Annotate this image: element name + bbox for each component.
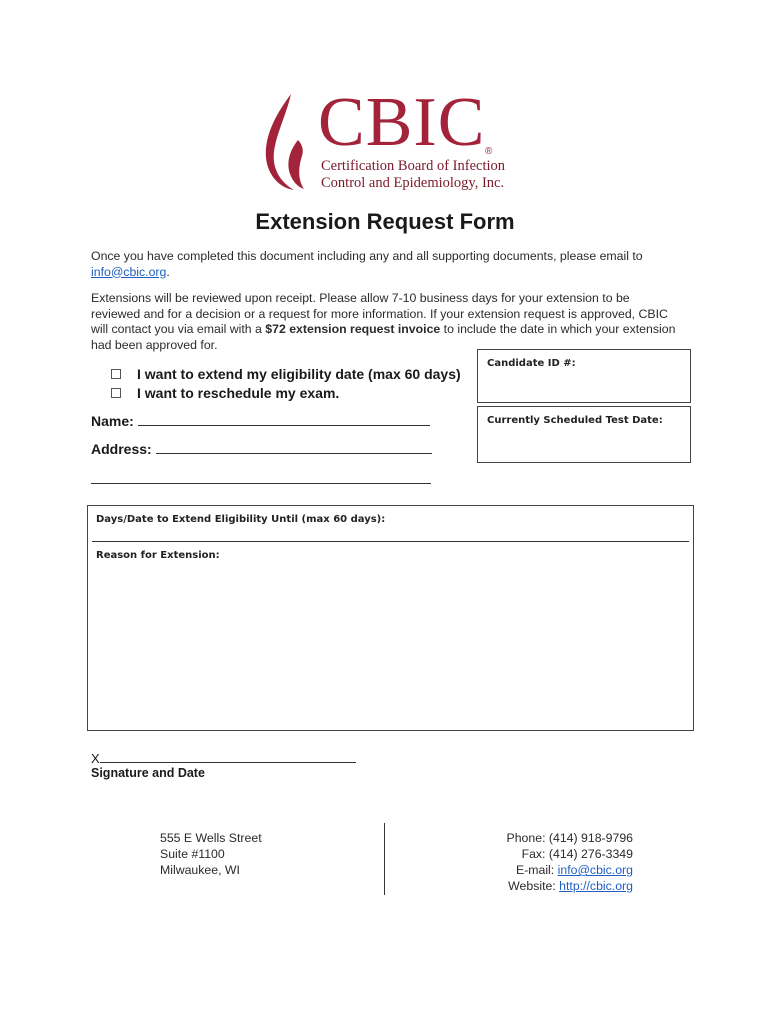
footer-divider: [384, 823, 385, 895]
intro-end: .: [166, 264, 170, 279]
footer-email-label: E-mail:: [515, 863, 558, 877]
form-title: Extension Request Form: [255, 209, 515, 234]
logo-wordmark: CBIC: [318, 84, 486, 161]
signature-label: Signature and Date: [91, 766, 205, 780]
signature-line: [91, 749, 356, 766]
address-label: Address:: [91, 441, 152, 457]
signature-input-line[interactable]: [100, 749, 356, 763]
candidate-id-label: Candidate ID #:: [487, 358, 576, 369]
review-paragraph: [91, 291, 681, 353]
address-field: [91, 441, 432, 457]
review-text-1: Extensions will be reviewed upon receipt. Please allow 7-10 business days for your extension to be reviewed and for a decision or a request for more information. If your extension request is approved, CBIC will contact you via email with a: [91, 291, 668, 337]
cbic-flame-logo-icon: [258, 92, 318, 192]
option-label: I want to reschedule my exam.: [137, 385, 340, 401]
review-text-2: to include the date in which your extension had been approved for.: [91, 322, 676, 352]
review-invoice-bold: $72 extension request invoice: [265, 322, 441, 337]
footer-fax: Fax: (414) 276-3349: [521, 847, 633, 861]
name-label: Name:: [91, 413, 134, 429]
intro-paragraph: [91, 249, 681, 280]
footer-website-row: [440, 878, 633, 894]
reason-label: Reason for Extension:: [96, 550, 220, 561]
extension-details-box: [87, 505, 694, 731]
footer-email-link[interactable]: info@cbic.org: [557, 863, 633, 877]
address-input-line-2[interactable]: [91, 483, 431, 484]
option-reschedule-exam[interactable]: [111, 385, 339, 401]
reschedule-exam-checkbox[interactable]: [111, 388, 121, 398]
intro-email-link[interactable]: info@cbic.org: [91, 264, 167, 279]
footer-email-row: [440, 862, 633, 878]
extend-days-label: Days/Date to Extend Eligibility Until (max 60 days):: [96, 514, 386, 525]
footer-phone: Phone: (414) 918-9796: [506, 831, 633, 845]
option-extend-eligibility[interactable]: [111, 366, 461, 382]
name-input-line[interactable]: [138, 413, 430, 426]
option-label: I want to extend my eligibility date (max 60 days): [137, 366, 461, 382]
candidate-id-box[interactable]: [477, 349, 691, 403]
intro-text: Once you have completed this document including any and all supporting documents, please email to: [91, 249, 643, 263]
scheduled-date-box[interactable]: [477, 406, 691, 463]
footer-website-link[interactable]: http://cbic.org: [559, 879, 633, 893]
address-line-2: Suite #1100: [160, 847, 225, 861]
footer-address: [160, 830, 262, 878]
address-input-line[interactable]: [156, 441, 432, 454]
extend-eligibility-checkbox[interactable]: [111, 369, 121, 379]
logo-tagline-line2: Control and Epidemiology, Inc.: [321, 175, 505, 191]
reason-input-area[interactable]: [96, 576, 682, 721]
address-line-3: Milwaukee, WI: [160, 863, 240, 877]
scheduled-date-label: Currently Scheduled Test Date:: [487, 415, 663, 426]
address-line-1: 555 E Wells Street: [160, 831, 262, 845]
footer-contact: [440, 830, 633, 894]
registered-mark: ®: [485, 146, 493, 157]
logo-tagline-line1: Certification Board of Infection: [321, 158, 506, 174]
extend-days-input-line[interactable]: [92, 541, 689, 542]
signature-x-mark: X: [91, 751, 100, 766]
footer-website-label: Website:: [508, 879, 560, 893]
name-field: [91, 413, 430, 429]
logo-tagline: [321, 158, 505, 192]
